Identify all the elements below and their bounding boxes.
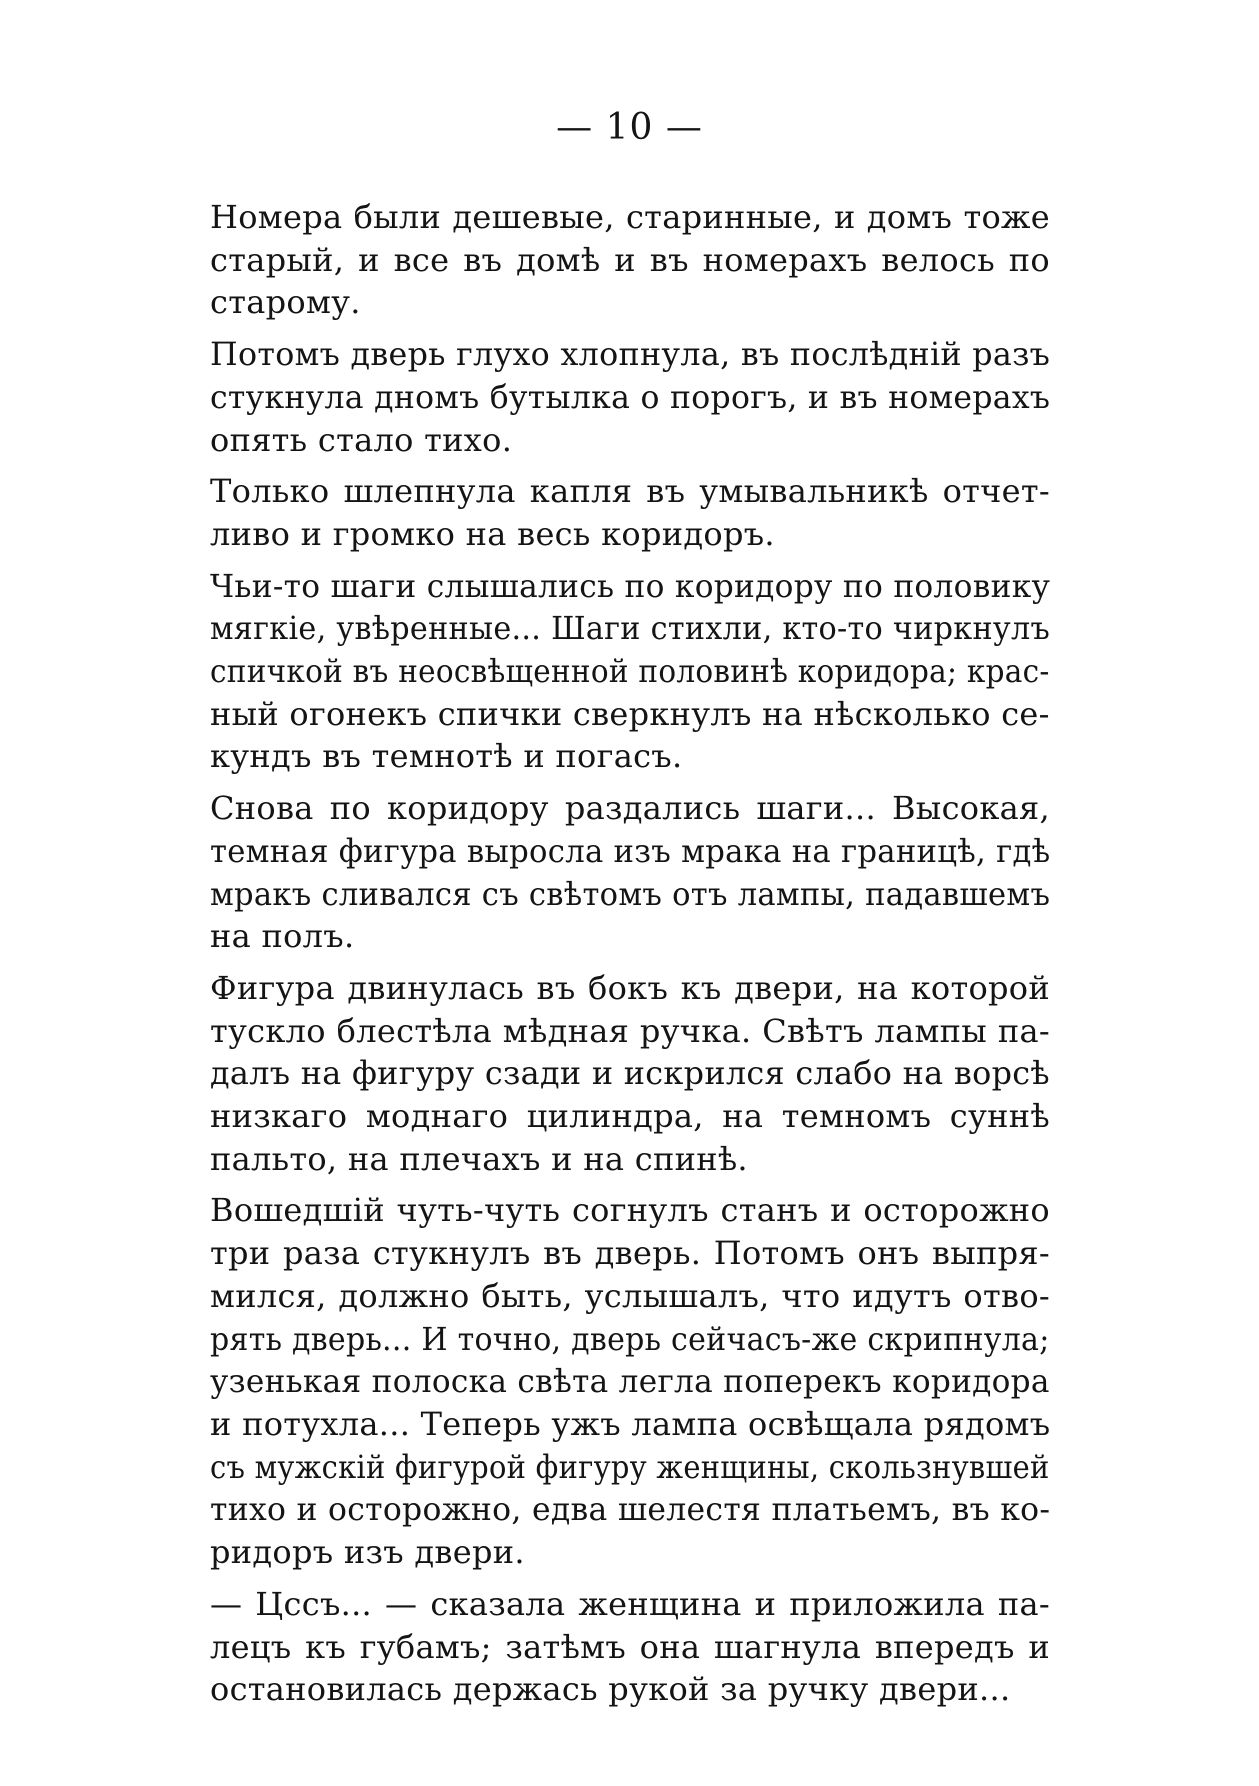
text-line: узенькая полоска свѣта легла поперекъ коридора [210, 1362, 1050, 1401]
text-line: и потухла... Теперь ужъ лампа освѣщала рядомъ [210, 1404, 1051, 1443]
text-line: темная фигура выросла изъ мрака на границѣ, гдѣ [210, 831, 1051, 870]
text-line: Номера были дешевые, старинные, и домъ тоже [210, 198, 1050, 236]
text-line: — Цссъ... — сказала женщина и приложила па- [210, 1584, 1050, 1623]
text-line: далъ на фигуру сзади и искрился слабо на ворсѣ [210, 1054, 1050, 1093]
text-line: тихо и осторожно, едва шелестя платьемъ, въ ко- [210, 1490, 1051, 1529]
paragraph [210, 333, 1050, 461]
paragraph [210, 565, 1050, 779]
text-line: Только шлепнула капля въ умывальникѣ отчет- [210, 472, 1050, 511]
text-line: пальто, на плечахъ и на спинѣ. [210, 1139, 748, 1178]
text-line: низкаго моднаго цилиндра, на темномъ суннѣ [210, 1097, 1050, 1136]
text-line: опять стало тихо. [210, 420, 513, 459]
body-text [210, 196, 1050, 1720]
text-line: Вошедшiй чуть-чуть согнулъ станъ и осторожно [210, 1191, 1050, 1230]
text-line: Снова по коридору раздались шаги... Высокая, [210, 789, 1050, 828]
text-line: стукнула дномъ бутылка о порогъ, и въ номерахъ [210, 377, 1051, 416]
text-line: старый, и все въ домѣ и въ номерахъ велось по [210, 240, 1050, 279]
text-line: тускло блестѣла мѣдная ручка. Свѣтъ лампы па- [210, 1011, 1050, 1050]
text-line: Потомъ дверь глухо хлопнула, въ послѣднiй разъ [210, 335, 1051, 374]
paragraph [210, 196, 1050, 324]
text-line: три раза стукнулъ въ дверь. Потомъ онъ выпря- [210, 1234, 1050, 1273]
text-line: съ мужскiй фигурой фигуру женщины, скользнувшей [210, 1447, 1050, 1486]
text-line: ный огонекъ спички сверкнулъ на нѣсколько се- [210, 694, 1050, 733]
text-line: на полъ. [210, 917, 355, 956]
page-number: — 10 — [556, 107, 703, 148]
text-line: мягкiе, увѣренные... Шаги стихли, кто-то чиркнулъ [210, 609, 1050, 648]
paragraph [210, 470, 1050, 555]
text-line: мракъ сливался съ свѣтомъ отъ лампы, падавшемъ [210, 874, 1051, 913]
paragraph [210, 1583, 1050, 1711]
text-line: ридоръ изъ двери. [210, 1533, 525, 1572]
text-line: остановилась держась рукой за ручку двери... [210, 1670, 1011, 1709]
text-line: спичкой въ неосвѣщенной половинѣ коридора; крас- [210, 652, 1050, 691]
text-line: мился, должно быть, услышалъ, что идутъ отво- [210, 1276, 1050, 1315]
text-line: старому. [210, 283, 361, 322]
paragraph [210, 1189, 1050, 1573]
text-line: Чьи-то шаги слышались по коридору по половику [210, 566, 1051, 605]
text-line: ливо и громко на весь коридоръ. [210, 514, 775, 553]
paragraph [210, 967, 1050, 1181]
paragraph [210, 787, 1050, 958]
text-line: Фигура двинулась въ бокъ къ двери, на которой [210, 968, 1050, 1007]
text-line: рять дверь... И точно, дверь сейчасъ-же скрипнула; [210, 1319, 1050, 1358]
text-line: лецъ къ губамъ; затѣмъ она шагнула впередъ и [210, 1627, 1050, 1666]
text-line: кундъ въ темнотѣ и погасъ. [210, 737, 683, 776]
